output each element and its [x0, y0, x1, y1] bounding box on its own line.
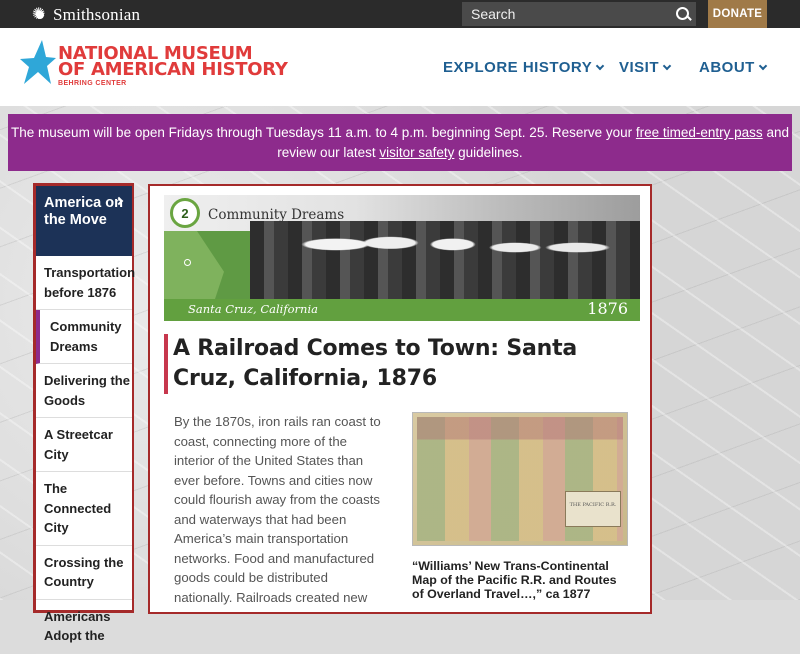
logo-line-1: NATIONAL MUSEUM: [58, 43, 253, 64]
search-box: [462, 2, 696, 26]
sidebar-item-label: The Connected City: [44, 481, 112, 535]
announcement-text: guidelines.: [454, 145, 523, 160]
banner-place: Santa Cruz, California: [188, 302, 318, 316]
map-inset-text: THE PACIFIC R.R.: [569, 502, 617, 508]
sidebar-item-label: Transportation before 1876: [44, 265, 136, 300]
page-title: A Railroad Comes to Town: Santa Cruz, California, 1876: [173, 336, 578, 391]
sidebar-item-a-streetcar-city[interactable]: [36, 418, 132, 472]
sidebar-item-label: Community Dreams: [50, 319, 122, 354]
map-inset-legend: [565, 491, 621, 527]
chevron-down-icon: [663, 62, 671, 70]
sidebar-item-label: Delivering the Goods: [44, 373, 130, 408]
announcement-banner: [8, 114, 792, 171]
sidebar-item-label: Crossing the Country: [44, 554, 124, 589]
sidebar-item-label: Americans Adopt the: [44, 608, 111, 643]
section-banner: [164, 195, 640, 321]
logo-line-2: OF AMERICAN HISTORY: [58, 59, 288, 80]
chevron-down-icon: [759, 62, 767, 70]
donate-button[interactable]: DONATE: [708, 0, 767, 28]
california-map-icon: [164, 231, 250, 299]
sidebar-item-community-dreams[interactable]: [36, 310, 132, 364]
banner-section-title: Community Dreams: [208, 207, 345, 223]
section-number-badge: 2: [170, 198, 200, 228]
nav-label: VISIT: [619, 59, 660, 76]
sidebar-item-the-connected-city[interactable]: [36, 472, 132, 546]
sidebar-item-crossing-the-country[interactable]: [36, 546, 132, 600]
nav-about[interactable]: [699, 59, 766, 76]
chevron-down-icon: [596, 62, 604, 70]
nav-label: ABOUT: [699, 59, 755, 76]
nav-explore-history[interactable]: [443, 59, 603, 76]
transcontinental-map-image[interactable]: [412, 412, 628, 546]
exhibit-sidebar: [33, 183, 136, 643]
visitor-safety-link[interactable]: visitor safety: [379, 145, 455, 160]
timed-entry-pass-link[interactable]: free timed-entry pass: [635, 125, 763, 140]
nmah-logo[interactable]: [20, 40, 288, 88]
sidebar-item-americans-adopt-the[interactable]: [36, 600, 132, 654]
sidebar-item-delivering-the-goods[interactable]: [36, 364, 132, 418]
smithsonian-logo[interactable]: [32, 5, 140, 25]
search-input[interactable]: [462, 2, 670, 26]
star-icon: [20, 40, 56, 88]
map-figure: [412, 412, 628, 601]
historical-photo: [250, 221, 640, 299]
nav-label: EXPLORE HISTORY: [443, 59, 593, 76]
site-header: [0, 28, 800, 106]
page-title-wrapper: [164, 334, 634, 394]
figure-caption: “Williams’ New Trans-Continental Map of the Pacific R.R. and Routes of Overland Travel…,” ca 1877: [412, 559, 617, 601]
main-content-panel: [148, 184, 652, 614]
sidebar-heading-label: America on the Move: [44, 195, 123, 228]
logo-subtitle: BEHRING CENTER: [58, 80, 127, 87]
banner-year: 1876: [587, 299, 628, 318]
search-icon[interactable]: [670, 2, 696, 26]
sunburst-icon: [32, 7, 48, 23]
sidebar-item-transportation-before-1876[interactable]: [36, 256, 136, 310]
sidebar-item-label: A Streetcar City: [44, 427, 113, 462]
announcement-text: The museum will be open Fridays through Tuesdays 11 a.m. to 4 p.m. beginning Sept. 25. Reserve your: [11, 125, 636, 140]
nav-visit[interactable]: [619, 59, 670, 76]
sidebar-heading[interactable]: [36, 186, 132, 256]
body-paragraph: By the 1870s, iron rails ran coast to coast, connecting more of the interior of the United States than ever before. Towns and cities now could flourish away from the coasts and waterways that had been America’s main transportation networks. Food and manufactured goods could be distributed nationally. Railroads created new: [174, 414, 381, 605]
announcement-text: and review our latest: [277, 125, 789, 160]
smithsonian-topbar: [0, 0, 800, 28]
smithsonian-brand-text: Smithsonian: [53, 5, 141, 24]
nmah-wordmark: [58, 43, 288, 88]
